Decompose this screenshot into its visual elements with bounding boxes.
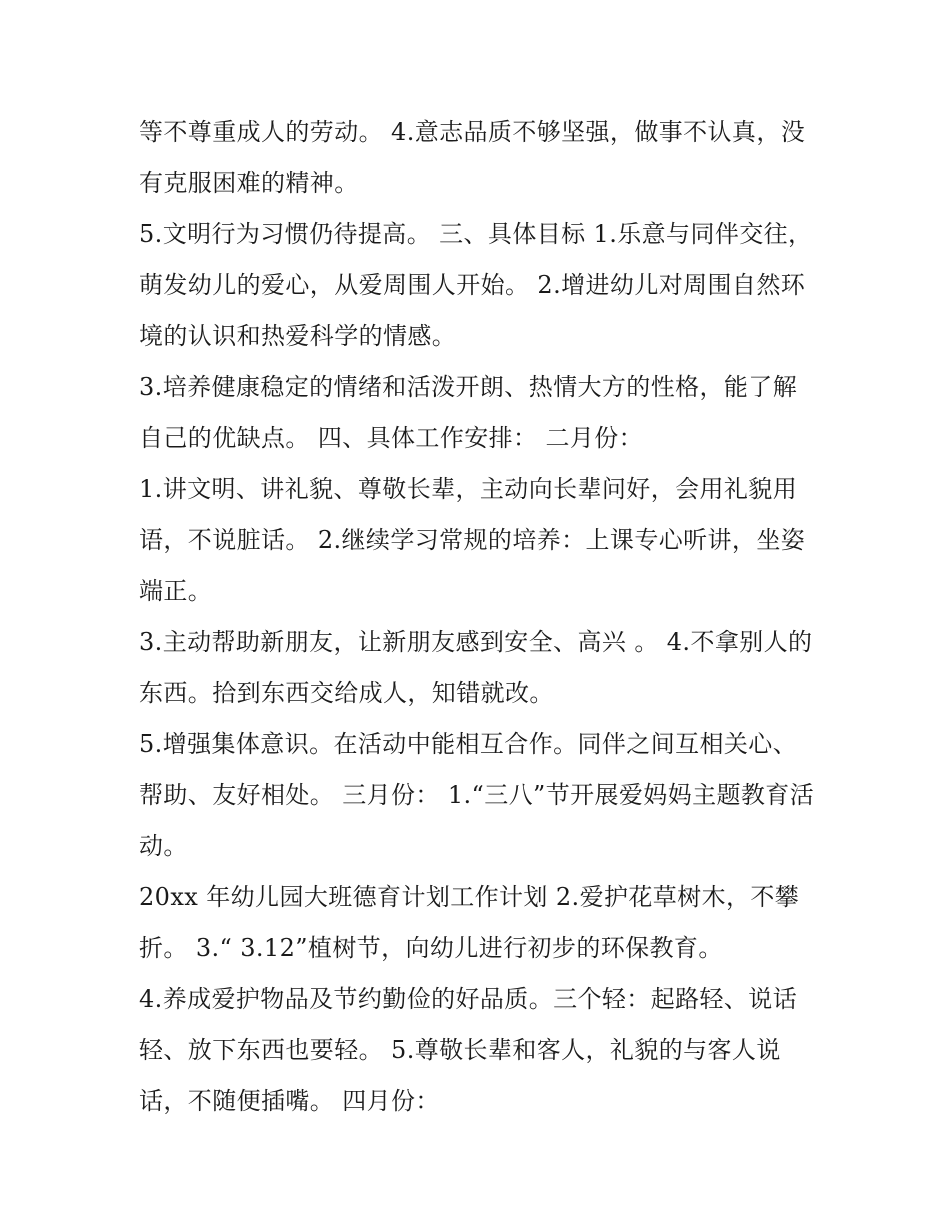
text-line: 语，不说脏话。 2.继续学习常规的培养：上课专心听讲，坐姿 [139, 526, 806, 554]
text-line: 帮助、友好相处。 三月份： 1.“三八”节开展爱妈妈主题教育活 [139, 781, 815, 809]
text-line: 萌发幼儿的爱心，从爱周围人开始。 2.增进幼儿对周围自然环 [139, 271, 806, 299]
text-line: 自己的优缺点。 四、具体工作安排： 二月份： [139, 424, 644, 452]
text-line: 轻、放下东西也要轻。 5.尊敬长辈和客人，礼貌的与客人说 [139, 1036, 781, 1064]
text-line: 1.讲文明、讲礼貌、尊敬长辈，主动向长辈问好，会用礼貌用 [139, 475, 798, 503]
text-line: 3.主动帮助新朋友，让新朋友感到安全、高兴 。 4.不拿别人的 [139, 628, 813, 656]
text-line: 3.培养健康稳定的情绪和活泼开朗、热情大方的性格，能了解 [139, 373, 798, 401]
text-line: 东西。拾到东西交给成人，知错就改。 [139, 679, 554, 707]
text-line: 折。 3.“ 3.12”植树节，向幼儿进行初步的环保教育。 [139, 934, 723, 962]
text-line: 等不尊重成人的劳动。 4.意志品质不够坚强，做事不认真，没 [139, 118, 806, 146]
text-line: 境的认识和热爱科学的情感。 [139, 322, 457, 350]
text-line: 有克服困难的精神。 [139, 169, 359, 197]
document-body [139, 107, 829, 1127]
text-line: 5.增强集体意识。在活动中能相互合作。同伴之间互相关心、 [139, 730, 798, 758]
text-line: 5.文明行为习惯仍待提高。 三、具体目标 1.乐意与同伴交往， [139, 220, 813, 248]
text-line: 20xx 年幼儿园大班德育计划工作计划 2.爱护花草树木，不攀 [139, 883, 800, 911]
text-line: 端正。 [139, 577, 213, 605]
text-line: 4.养成爱护物品及节约勤俭的好品质。三个轻：起路轻、说话 [139, 985, 798, 1013]
text-line: 话，不随便插嘴。 四月份： [139, 1087, 440, 1115]
text-line: 动。 [139, 832, 188, 860]
